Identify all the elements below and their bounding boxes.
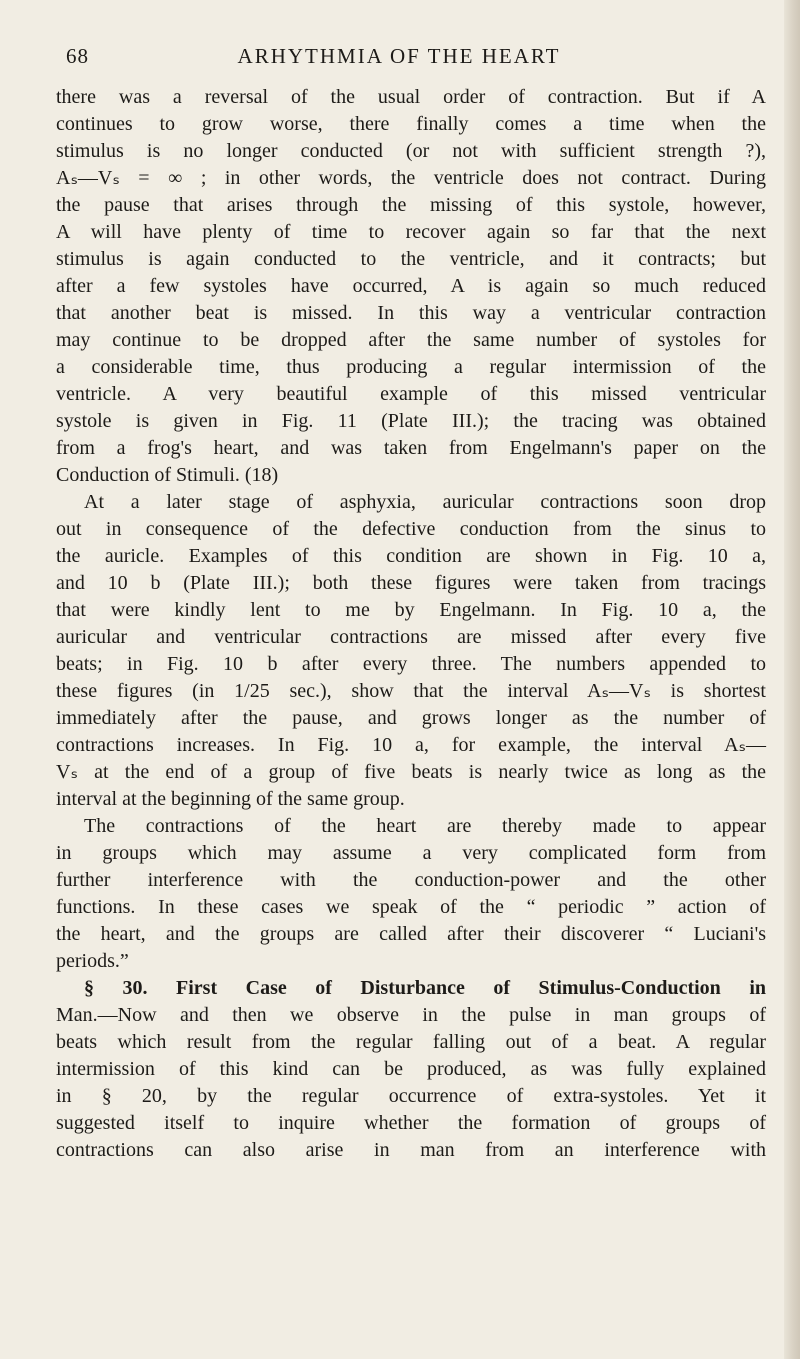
text-line: in groups which may assume a very complicated form from [56,842,766,864]
text-line: interval at the beginning of the same group. [56,788,405,810]
text-line: the heart, and the groups are called after their discoverer “ Luciani's [56,923,766,945]
body-text [56,84,766,1164]
text-line: there was a reversal of the usual order of contraction. But if A [56,86,766,108]
running-head: ARHYTHMIA OF THE HEART [237,44,561,68]
page-number: 68 [66,44,89,68]
text-line: continues to grow worse, there finally comes a time when the [56,113,766,135]
text-line: intermission of this kind can be produced, as was fully explained [56,1058,766,1080]
text-line: Vₛ at the end of a group of five beats is nearly twice as long as the [56,761,766,783]
text-line: further interference with the conduction-power and the other [56,869,766,891]
text-line: and 10 b (Plate III.); both these figures were taken from tracings [56,572,766,594]
text-line: beats; in Fig. 10 b after every three. The numbers appended to [56,653,766,675]
text-line: At a later stage of asphyxia, auricular contractions soon drop [84,491,766,513]
text-line: out in consequence of the defective conduction from the sinus to [56,518,766,540]
text-line: auricular and ventricular contractions are missed after every five [56,626,766,648]
text-line: systole is given in Fig. 11 (Plate III.); the tracing was obtained [56,410,766,432]
text-line: A will have plenty of time to recover again so far that the next [56,221,766,243]
text-line: that were kindly lent to me by Engelmann. In Fig. 10 a, the [56,599,766,621]
text-line: in § 20, by the regular occurrence of extra-systoles. Yet it [56,1085,766,1107]
text-line: suggested itself to inquire whether the formation of groups of [56,1112,766,1134]
page-edge-shadow [784,0,800,1359]
text-line: the pause that arises through the missing of this systole, however, [56,194,766,216]
text-line: after a few systoles have occurred, A is again so much reduced [56,275,766,297]
text-line: functions. In these cases we speak of the “ periodic ” action of [56,896,766,918]
section-heading: § 30. First Case of Disturbance of Stimulus-Conduction in [84,977,766,999]
text-line: periods.” [56,950,129,972]
text-line: ventricle. A very beautiful example of this missed ventricular [56,383,766,405]
text-line: from a frog's heart, and was taken from Engelmann's paper on the [56,437,766,459]
text-line: a considerable time, thus producing a regular intermission of the [56,356,766,378]
text-line: these figures (in 1/25 sec.), show that the interval Aₛ—Vₛ is shortest [56,680,766,702]
page-header [66,44,732,74]
text-line: immediately after the pause, and grows longer as the number of [56,707,766,729]
text-line: Man.—Now and then we observe in the pulse in man groups of [56,1004,766,1026]
text-line: stimulus is again conducted to the ventricle, and it contracts; but [56,248,766,270]
text-line: that another beat is missed. In this way a ventricular contraction [56,302,766,324]
text-line: contractions can also arise in man from an interference with [56,1139,766,1161]
text-line: may continue to be dropped after the same number of systoles for [56,329,766,351]
text-line: The contractions of the heart are thereby made to appear [84,815,766,837]
text-line: Conduction of Stimuli. (18) [56,464,279,486]
text-line: stimulus is no longer conducted (or not with sufficient strength ?), [56,140,766,162]
text-line: beats which result from the regular falling out of a beat. A regular [56,1031,766,1053]
text-line: contractions increases. In Fig. 10 a, for example, the interval Aₛ— [56,734,766,756]
text-line: Aₛ—Vₛ = ∞ ; in other words, the ventricle does not contract. During [56,167,766,189]
text-line: the auricle. Examples of this condition are shown in Fig. 10 a, [56,545,766,567]
